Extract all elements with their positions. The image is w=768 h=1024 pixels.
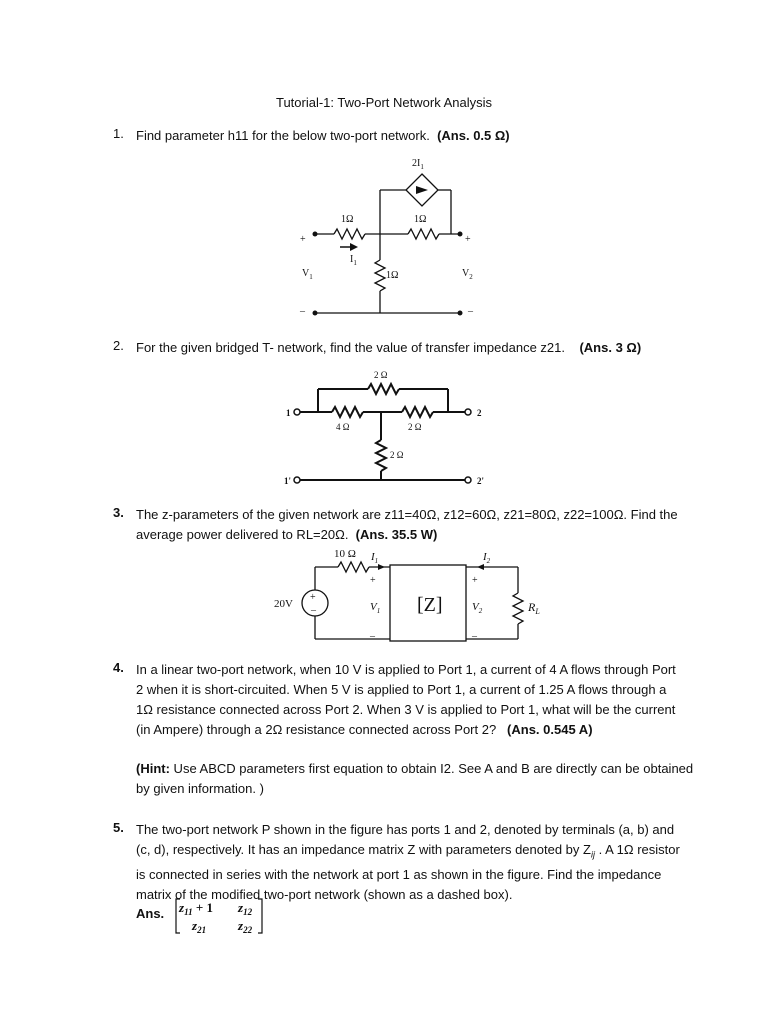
question-5-line-3: is connected in series with the network at port 1 as shown in the figure. Find the impedance — [136, 866, 662, 882]
fig1-v1-plus: + — [300, 234, 306, 245]
question-2 — [136, 338, 716, 358]
question-3-line-1: The z-parameters of the given network are z11=40Ω, z12=60Ω, z21=80Ω, z22=100Ω. Find the — [136, 507, 678, 522]
fig2-label-2p: 2' — [477, 476, 485, 486]
question-3-number: 3. — [113, 505, 124, 520]
fig3-v2-minus: – — [472, 631, 477, 642]
question-5-answer-label: Ans. — [136, 906, 165, 921]
figure-1-circuit — [290, 152, 490, 322]
fig3-v2-label: $V_2$ — [472, 601, 483, 615]
question-5-line-2-rest: . A 1Ω resistor — [594, 842, 680, 857]
fig2-terminal-2p — [465, 477, 471, 483]
fig1-v1-label: $V_1$ — [302, 268, 313, 281]
fig2-label-1p: 1' — [284, 476, 292, 486]
question-3 — [136, 505, 696, 545]
fig1-r1-label: 1Ω — [341, 214, 354, 225]
dependent-source-arrow-icon — [416, 186, 428, 194]
question-4 — [136, 660, 696, 799]
question-2-number: 2. — [113, 338, 124, 353]
fig1-v2-label: $V_2$ — [462, 268, 473, 281]
figure-2-bridged-t — [280, 362, 500, 490]
question-4-number: 4. — [113, 660, 124, 675]
fig1-terminal-right-bottom — [458, 311, 463, 316]
fig2-label-2: 2 — [477, 408, 482, 418]
question-4-hint-line-1: Use ABCD parameters first equation to obtain I2. See A and B are directly can be obtained — [169, 761, 694, 776]
question-4-line-1: In a linear two-port network, when 10 V is applied to Port 1, a current of 4 A flows through Port — [136, 662, 676, 677]
fig2-r-shunt-label: 2 Ω — [390, 450, 404, 460]
fig3-v2-plus: + — [472, 575, 478, 586]
page-title: Tutorial-1: Two-Port Network Analysis — [275, 95, 493, 110]
matrix-a22: $z_{22}$ — [238, 918, 253, 935]
matrix-a21: $z_{21}$ — [192, 918, 207, 935]
question-1 — [136, 126, 676, 146]
fig1-dep-source-label: $2I_1$ — [412, 158, 424, 171]
i1-arrow-icon — [378, 564, 385, 570]
fig1-terminal-left-top — [313, 232, 318, 237]
i2-arrow-icon — [477, 564, 484, 570]
question-3-line-2: average power delivered to RL=20Ω. — [136, 527, 349, 542]
fig3-source-label: 20V — [274, 598, 293, 610]
fig3-rl-label: $R_L$ — [528, 600, 540, 616]
fig1-terminal-right-top — [458, 232, 463, 237]
question-2-answer: (Ans. 3 Ω) — [579, 340, 642, 355]
question-4-line-3: 1Ω resistance connected across Port 2. When 3 V is applied to Port 1, what will be the current — [136, 702, 676, 717]
fig2-terminal-1 — [294, 409, 300, 415]
question-4-line-2: 2 when it is short-circuited. When 5 V is applied to Port 1, a current of 1.25 A flows through a — [136, 682, 667, 697]
question-5-line-4: matrix of the modified two-port network (shown as a dashed box). — [136, 886, 513, 902]
fig2-terminal-1p — [294, 477, 300, 483]
fig3-z-box-label: [Z] — [417, 594, 443, 616]
question-5-line-2: (c, d), respectively. It has an impedance matrix Z with parameters denoted by Z — [136, 842, 591, 857]
fig1-i1-label: $I_1$ — [350, 254, 357, 267]
question-1-number: 1. — [113, 126, 124, 141]
question-4-hint-label: (Hint: — [136, 761, 170, 776]
fig3-i1-label: $I_1$ — [371, 551, 379, 565]
fig2-terminal-2 — [465, 409, 471, 415]
question-3-answer: (Ans. 35.5 W) — [355, 527, 438, 542]
fig3-rs-label: 10 Ω — [334, 548, 356, 560]
fig2-r-top-label: 2 Ω — [374, 370, 388, 380]
question-1-text: Find parameter h11 for the below two-port network. — [136, 128, 430, 143]
question-2-text: For the given bridged T- network, find the value of transfer impedance z21. — [136, 340, 565, 355]
fig3-v1-minus: – — [370, 631, 375, 642]
fig1-v2-minus: – — [468, 306, 473, 317]
question-5 — [136, 820, 696, 905]
fig1-terminal-left-bottom — [313, 311, 318, 316]
source-plus: + — [310, 592, 316, 603]
source-minus: – — [311, 605, 316, 616]
fig3-i2-label: $I_2$ — [483, 551, 491, 565]
fig2-r-right-label: 2 Ω — [408, 422, 422, 432]
matrix-a11: $z_{11} + 1$ — [179, 900, 213, 917]
fig2-label-1: 1 — [286, 408, 291, 418]
question-5-line-2-sub: ij — [590, 849, 595, 860]
question-4-answer: (Ans. 0.545 A) — [507, 722, 593, 737]
fig3-v1-plus: + — [370, 575, 376, 586]
question-1-answer: (Ans. 0.5 Ω) — [437, 128, 510, 143]
fig1-v2-plus: + — [465, 234, 471, 245]
question-5-number: 5. — [113, 820, 124, 835]
question-5-line-1: The two-port network P shown in the figure has ports 1 and 2, denoted by terminals (a, b) and — [136, 822, 675, 837]
question-4-line-4: (in Ampere) through a 2Ω resistance connected across Port 2? — [136, 722, 497, 737]
figure-3-z-network — [270, 545, 560, 650]
fig1-v1-minus: – — [300, 306, 305, 317]
fig2-r-left-label: 4 Ω — [336, 422, 350, 432]
fig1-r3-label: 1Ω — [386, 270, 399, 281]
matrix-a12: $z_{12}$ — [238, 900, 253, 917]
fig1-r2-label: 1Ω — [414, 214, 427, 225]
question-4-hint-line-2: by given information. ) — [136, 781, 264, 796]
fig3-v1-label: $V_1$ — [370, 601, 381, 615]
answer-matrix — [172, 896, 272, 936]
